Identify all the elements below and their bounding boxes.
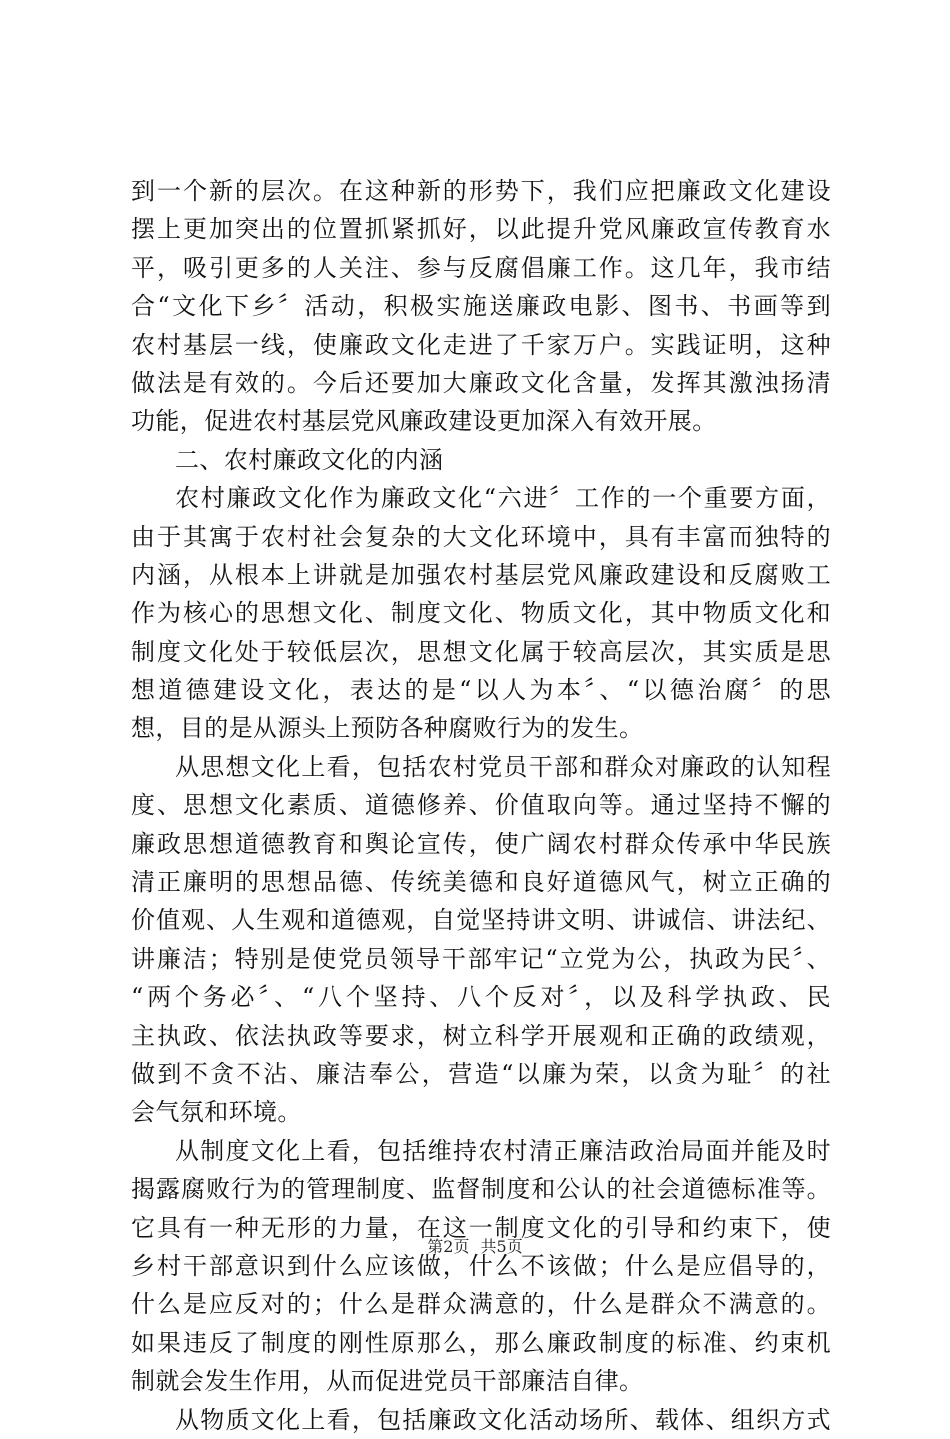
text-line: 想道德建设文化，表达的是“以人为本〞、“以德治腐〞的思 bbox=[131, 676, 831, 705]
text-line: 从思想文化上看，包括农村党员干部和群众对廉政的认知程 bbox=[175, 752, 831, 781]
text-line: 它具有一种无形的力量，在这一制度文化的引导和约束下，使 bbox=[131, 1213, 831, 1242]
text-line: 农村廉政文化作为廉政文化“六进〞工作的一个重要方面， bbox=[175, 484, 831, 513]
page-total: 共5页 bbox=[480, 1237, 523, 1256]
text-line: 度、思想文化素质、道德修养、价值取向等。通过坚持不懈的 bbox=[131, 791, 831, 820]
text-line: 二、农村廉政文化的内涵 bbox=[175, 445, 444, 474]
text-line: 乡村干部意识到什么应该做，什么不该做；什么是应倡导的， bbox=[131, 1251, 831, 1280]
text-line: 主执政、依法执政等要求，树立科学开展观和正确的政绩观， bbox=[131, 1021, 831, 1050]
text-line: 合“文化下乡〞活动，积极实施送廉政电影、图书、书画等到 bbox=[131, 292, 831, 321]
text-line: 做到不贪不沾、廉洁奉公，营造“以廉为荣，以贪为耻〞的社 bbox=[131, 1059, 831, 1088]
text-line: 农村基层一线，使廉政文化走进了千家万户。实践证明，这种 bbox=[131, 330, 831, 359]
text-line: 想，目的是从源头上预防各种腐败行为的发生。 bbox=[131, 714, 644, 743]
text-line: 平，吸引更多的人关注、参与反腐倡廉工作。这几年，我市结 bbox=[131, 253, 831, 282]
text-line: 揭露腐败行为的管理制度、监督制度和公认的社会道德标准等。 bbox=[131, 1175, 831, 1204]
text-line: 清正廉明的思想品德、传统美德和良好道德风气，树立正确的 bbox=[131, 868, 831, 897]
page-number: 第2页 bbox=[427, 1237, 470, 1256]
text-line: 到一个新的层次。在这种新的形势下，我们应把廉政文化建设 bbox=[131, 177, 831, 205]
text-line: 内涵，从根本上讲就是加强农村基层党风廉政建设和反腐败工 bbox=[131, 560, 831, 589]
text-line: 做法是有效的。今后还要加大廉政文化含量，发挥其激浊扬清 bbox=[131, 368, 831, 397]
text-line: 从物质文化上看，包括廉政文化活动场所、载体、组织方式 bbox=[175, 1405, 831, 1434]
text-line: “两个务必〞、“八个坚持、八个反对〞，以及科学执政、民 bbox=[131, 983, 831, 1012]
text-line: 制度文化处于较低层次，思想文化属于较高层次，其实质是思 bbox=[131, 637, 831, 666]
text-line: 会气氛和环境。 bbox=[131, 1098, 302, 1127]
text-line: 廉政思想道德教育和舆论宣传，使广阔农村群众传承中华民族 bbox=[131, 829, 831, 858]
text-line: 制就会发生作用，从而促进党员干部廉洁自律。 bbox=[131, 1367, 644, 1396]
text-line: 摆上更加突出的位置抓紧抓好，以此提升党风廉政宣传教育水 bbox=[131, 215, 831, 244]
text-line: 讲廉洁；特别是使党员领导干部牢记“立党为公，执政为民〞、 bbox=[131, 944, 831, 973]
text-line: 作为核心的思想文化、制度文化、物质文化，其中物质文化和 bbox=[131, 599, 831, 628]
text-line: 从制度文化上看，包括维持农村清正廉洁政治局面并能及时 bbox=[175, 1136, 831, 1165]
text-line: 功能，促进农村基层党风廉政建设更加深入有效开展。 bbox=[131, 407, 717, 436]
text-line: 什么是应反对的；什么是群众满意的，什么是群众不满意的。 bbox=[131, 1290, 831, 1319]
page-footer bbox=[0, 1236, 950, 1258]
text-line: 如果违反了制度的刚性原那么，那么廉政制度的标准、约束机 bbox=[131, 1328, 831, 1357]
text-line: 价值观、人生观和道德观，自觉坚持讲文明、讲诚信、讲法纪、 bbox=[131, 906, 831, 935]
text-line: 由于其寓于农村社会复杂的大文化环境中，具有丰富而独特的 bbox=[131, 522, 831, 551]
